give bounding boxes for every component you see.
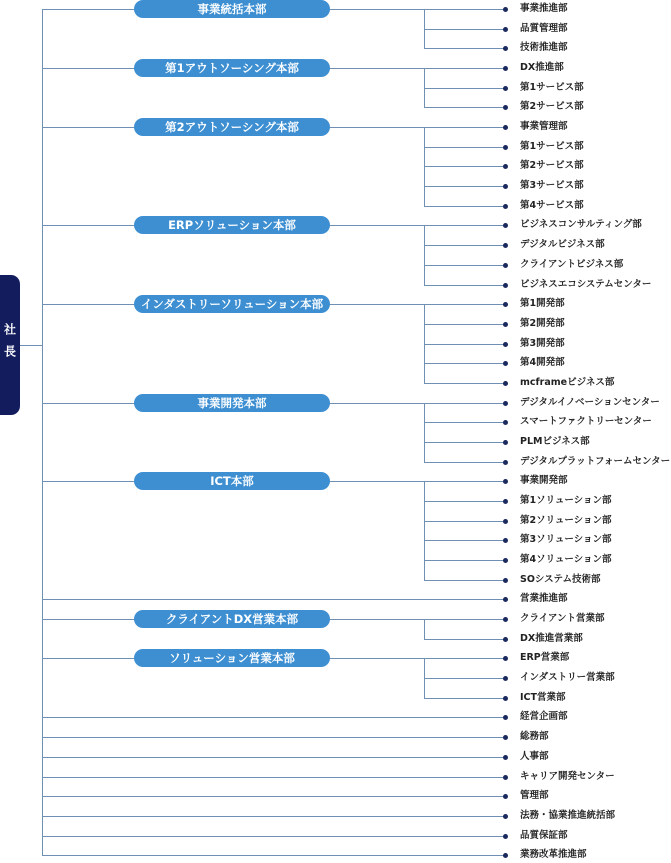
headquarters-label: クライアントDX営業本部 [134, 610, 330, 628]
unit-bullet [503, 46, 508, 51]
department-label: 第2開発部 [520, 317, 565, 329]
unit-connector [424, 324, 505, 325]
department-label: 営業推進部 [520, 593, 568, 605]
unit-bullet [503, 597, 508, 602]
unit-bullet [503, 243, 508, 248]
unit-bullet [503, 420, 508, 425]
branch-line [42, 599, 505, 600]
sub-spine [424, 481, 425, 580]
department-label: ICT営業部 [520, 691, 566, 703]
department-label: インダストリー営業部 [520, 672, 615, 684]
unit-bullet [503, 86, 508, 91]
headquarters-label: インダストリーソリューション本部 [134, 295, 330, 313]
department-label: デジタルビジネス部 [520, 239, 605, 251]
unit-bullet [503, 834, 508, 839]
unit-connector [424, 521, 505, 522]
unit-bullet [503, 164, 508, 169]
department-label: 第2サービス部 [520, 160, 584, 172]
unit-connector [424, 166, 505, 167]
department-label: デジタルプラットフォームセンター [520, 455, 671, 467]
unit-bullet [503, 381, 508, 386]
branch-line [42, 777, 505, 778]
unit-connector [424, 206, 505, 207]
unit-bullet [503, 794, 508, 799]
unit-bullet [503, 401, 508, 406]
president-label: 社長 [2, 323, 17, 367]
unit-bullet [503, 302, 508, 307]
unit-connector [424, 265, 505, 266]
unit-bullet [503, 204, 508, 209]
department-label: 事業開発部 [520, 475, 568, 487]
headquarters-label: 事業開発本部 [134, 394, 330, 412]
branch-line [42, 737, 505, 738]
unit-connector [424, 107, 505, 108]
president-connector [20, 345, 42, 346]
unit-bullet [503, 145, 508, 150]
branch-line [42, 855, 505, 856]
unit-connector [424, 639, 505, 640]
unit-bullet [503, 105, 508, 110]
department-label: 管理部 [520, 790, 549, 802]
branch-line [42, 717, 505, 718]
department-label: mcframeビジネス部 [520, 376, 615, 388]
department-label: 第2ソリューション部 [520, 514, 612, 526]
department-label: SOシステム技術部 [520, 573, 601, 585]
unit-connector [424, 147, 505, 148]
unit-connector [424, 245, 505, 246]
unit-bullet [503, 322, 508, 327]
unit-bullet [503, 460, 508, 465]
department-label: 経営企画部 [520, 711, 568, 723]
sub-spine [424, 403, 425, 463]
headquarters-label: 第2アウトソーシング本部 [134, 118, 330, 136]
department-label: 技術推進部 [520, 42, 568, 54]
headquarters-label: 事業統括本部 [134, 0, 330, 18]
headquarters-label: ICT本部 [134, 472, 330, 490]
department-label: 事業管理部 [520, 121, 568, 133]
unit-bullet [503, 538, 508, 543]
department-label: ビジネスコンサルティング部 [520, 219, 642, 231]
department-label: 第4ソリューション部 [520, 554, 612, 566]
unit-connector [424, 186, 505, 187]
department-label: DX推進営業部 [520, 632, 583, 644]
unit-bullet [503, 775, 508, 780]
unit-bullet [503, 499, 508, 504]
unit-bullet [503, 578, 508, 583]
unit-bullet [503, 715, 508, 720]
department-label: 第4開発部 [520, 357, 565, 369]
unit-connector [424, 422, 505, 423]
unit-connector [424, 501, 505, 502]
department-label: 第1開発部 [520, 298, 565, 310]
branch-line [42, 796, 505, 797]
unit-bullet [503, 361, 508, 366]
branch-line [42, 816, 505, 817]
branch-line [42, 836, 505, 837]
unit-connector [424, 442, 505, 443]
unit-bullet [503, 125, 508, 130]
headquarters-label: ERPソリューション本部 [134, 216, 330, 234]
unit-connector [424, 363, 505, 364]
department-label: 第4サービス部 [520, 199, 584, 211]
department-label: 人事部 [520, 750, 549, 762]
unit-connector [424, 678, 505, 679]
department-label: 品質管理部 [520, 22, 568, 34]
department-label: 品質保証部 [520, 829, 568, 841]
branch-line [42, 757, 505, 758]
unit-bullet [503, 66, 508, 71]
main-spine [42, 9, 43, 856]
unit-bullet [503, 184, 508, 189]
department-label: 第3ソリューション部 [520, 534, 612, 546]
unit-bullet [503, 676, 508, 681]
unit-bullet [503, 696, 508, 701]
department-label: DX推進部 [520, 62, 564, 74]
president-box [0, 275, 20, 415]
department-label: クライアント営業部 [520, 613, 605, 625]
unit-bullet [503, 656, 508, 661]
unit-bullet [503, 7, 508, 12]
unit-bullet [503, 519, 508, 524]
department-label: 総務部 [520, 731, 549, 743]
unit-bullet [503, 440, 508, 445]
department-label: 業務改革推進部 [520, 849, 587, 861]
unit-connector [424, 462, 505, 463]
unit-connector [424, 580, 505, 581]
unit-connector [424, 48, 505, 49]
department-label: 事業推進部 [520, 3, 568, 14]
department-label: 法務・協業推進統括部 [520, 809, 616, 821]
unit-bullet [503, 617, 508, 622]
department-label: 第3開発部 [520, 337, 565, 349]
unit-bullet [503, 853, 508, 858]
unit-connector [424, 698, 505, 699]
unit-connector [424, 285, 505, 286]
unit-bullet [503, 223, 508, 228]
department-label: ビジネスエコシステムセンター [520, 278, 652, 290]
unit-connector [424, 560, 505, 561]
department-label: 第1サービス部 [520, 140, 584, 152]
sub-spine [424, 225, 425, 285]
unit-bullet [503, 558, 508, 563]
unit-connector [424, 383, 505, 384]
department-label: 第3サービス部 [520, 180, 584, 192]
unit-bullet [503, 755, 508, 760]
department-label: 第1サービス部 [520, 81, 584, 93]
headquarters-label: 第1アウトソーシング本部 [134, 59, 330, 77]
department-label: スマートファクトリーセンター [520, 416, 652, 428]
unit-connector [424, 344, 505, 345]
unit-bullet [503, 27, 508, 32]
unit-bullet [503, 814, 508, 819]
unit-bullet [503, 342, 508, 347]
department-label: キャリア開発センター [520, 770, 615, 782]
unit-bullet [503, 479, 508, 484]
department-label: ERP営業部 [520, 652, 570, 664]
unit-connector [424, 29, 505, 30]
unit-bullet [503, 735, 508, 740]
department-label: デジタルイノベーションセンター [520, 396, 660, 408]
unit-bullet [503, 637, 508, 642]
unit-bullet [503, 263, 508, 268]
unit-bullet [503, 283, 508, 288]
department-label: PLMビジネス部 [520, 435, 590, 447]
headquarters-label: ソリューション営業本部 [134, 649, 330, 667]
department-label: 第1ソリューション部 [520, 495, 612, 506]
unit-connector [424, 540, 505, 541]
unit-connector [424, 88, 505, 89]
sub-spine [424, 619, 425, 640]
department-label: 第2サービス部 [520, 101, 584, 113]
department-label: クライアントビジネス部 [520, 258, 624, 270]
